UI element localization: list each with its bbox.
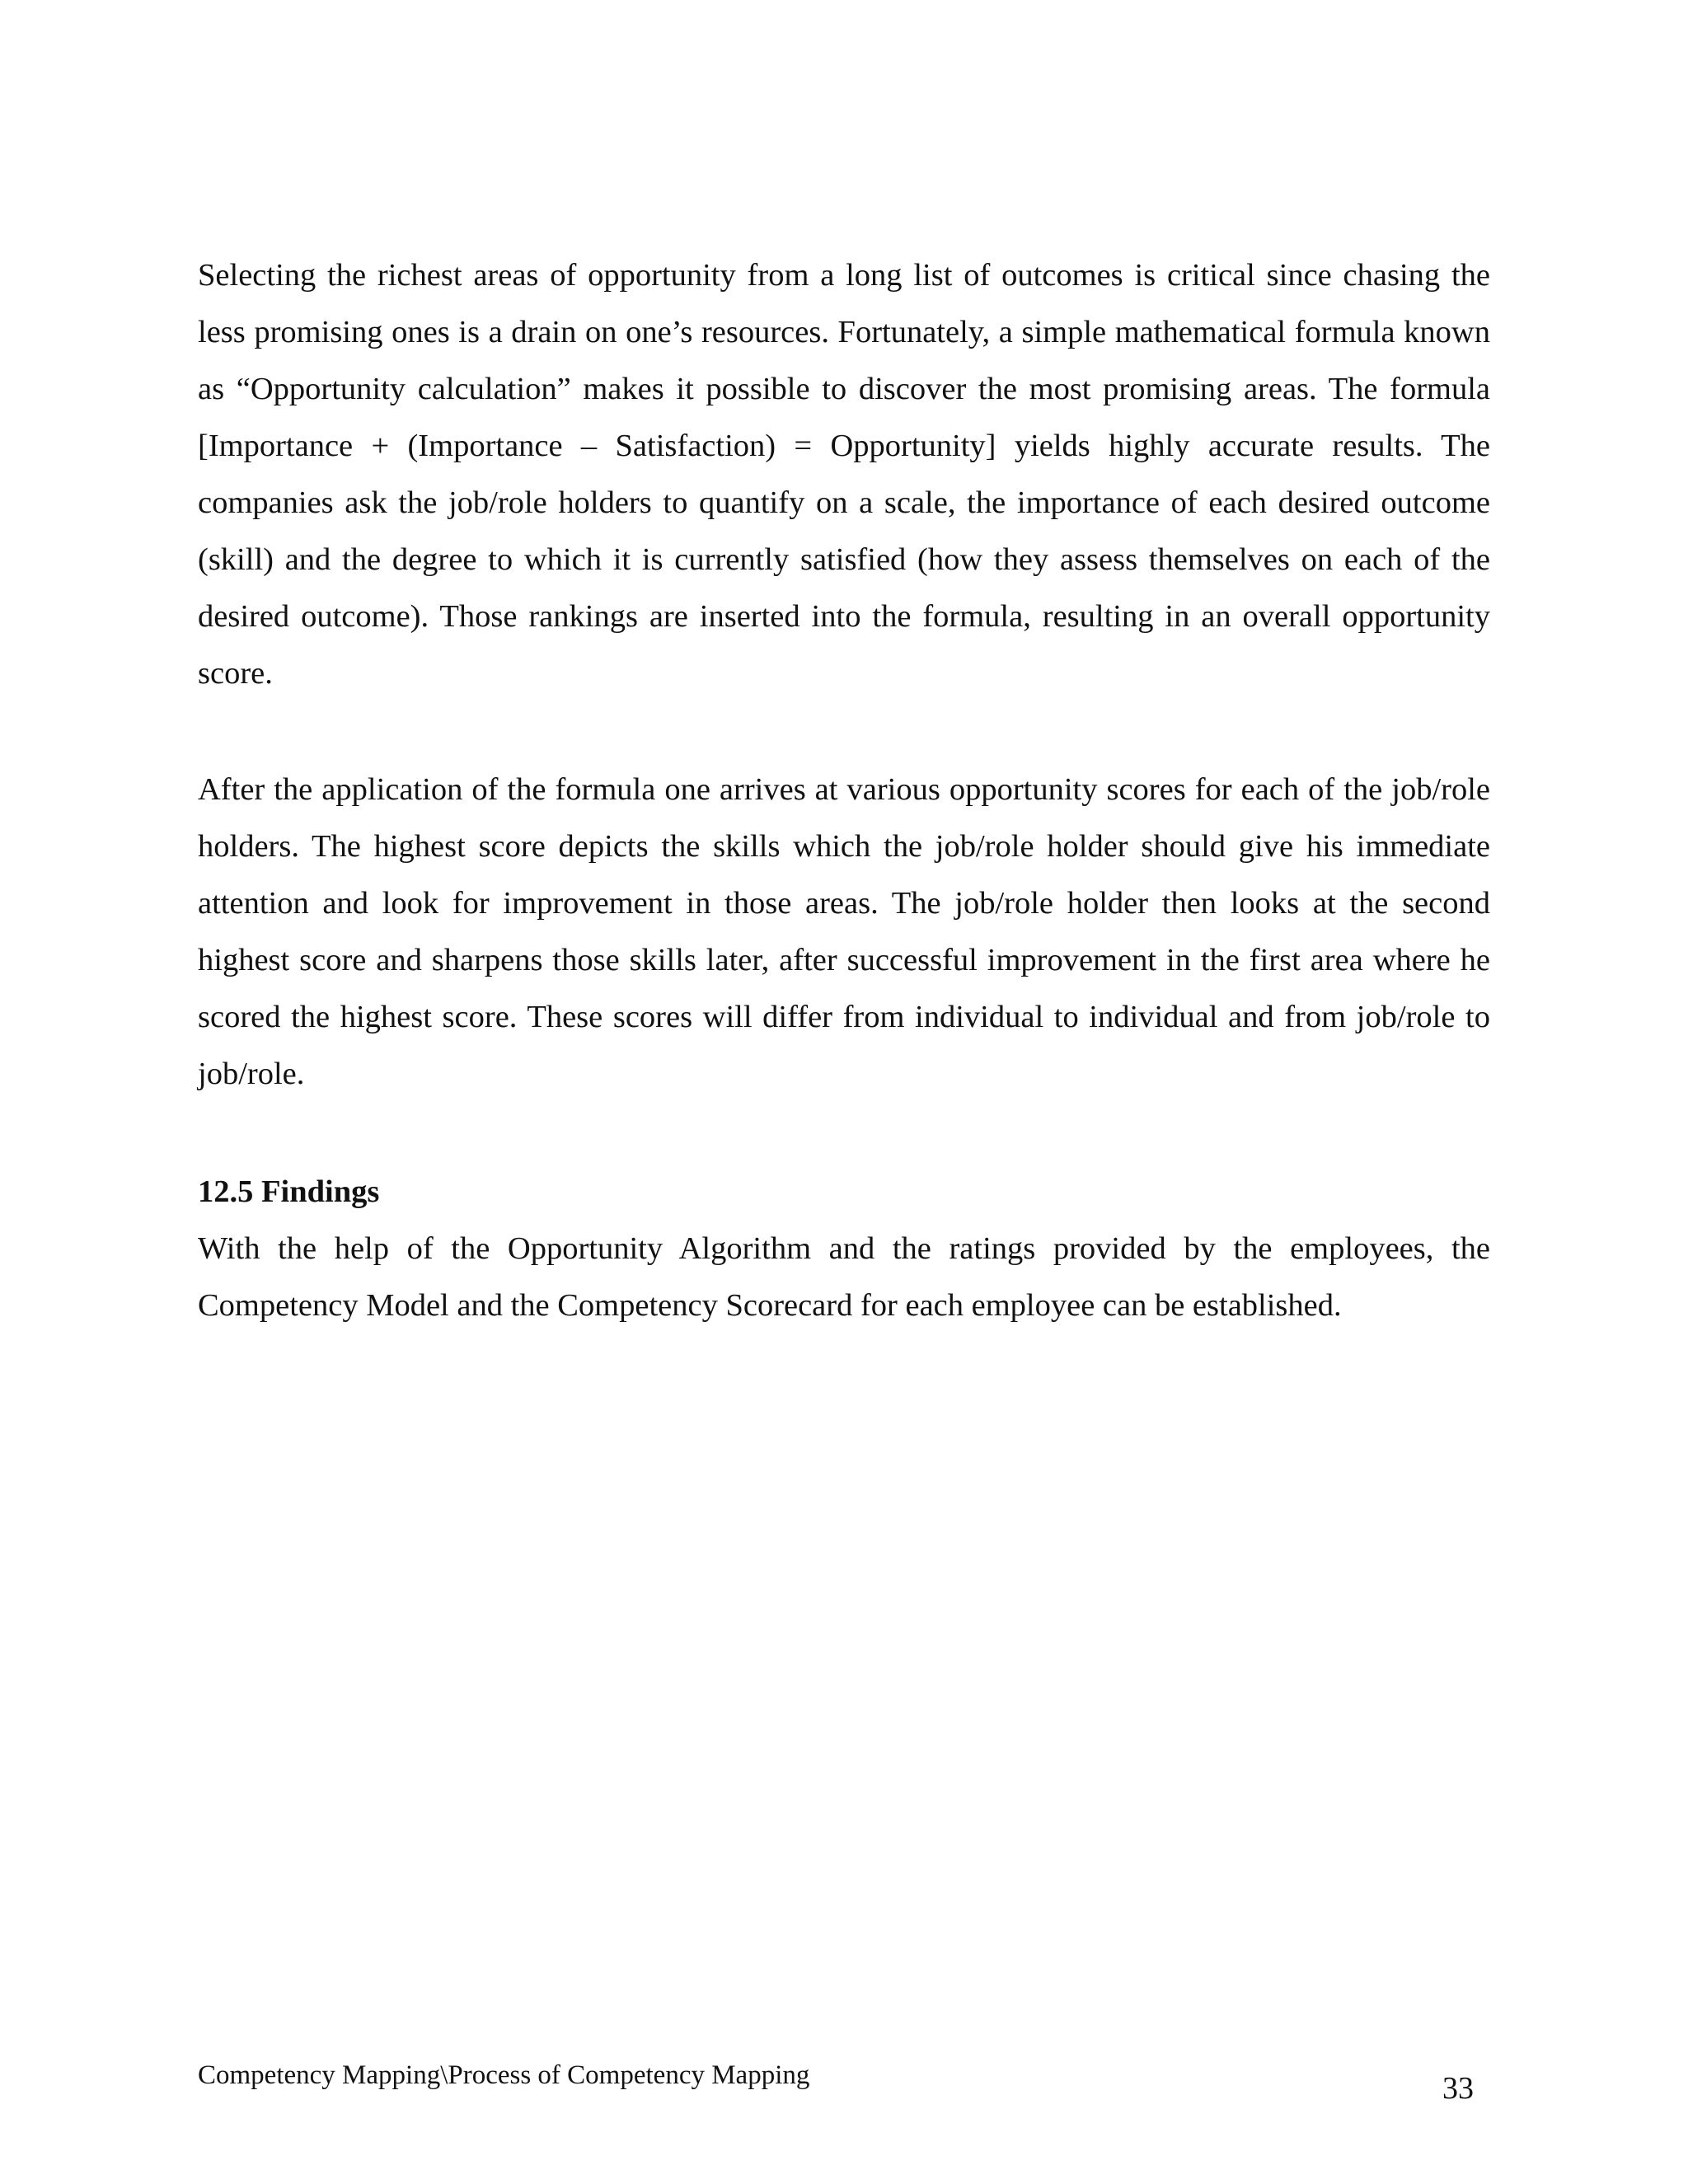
page-number: 33: [1442, 2071, 1474, 2106]
body-paragraph: After the application of the formula one arrives at various opportunity scores for each of the job/role holders. The highest score depicts the skills which the job/role holder should give his immediate attention and look for improvement in those areas. The job/role holder then looks at the second highest score and sharpens those skills later, after successful improvement in the first area where he scored the highest score. These scores will differ from individual to individual and from job/role to job/role.: [198, 772, 1490, 1091]
body-paragraph: Selecting the richest areas of opportunity from a long list of outcomes is critical since chasing the less promising ones is a drain on one’s resources. Fortunately, a simple mathematical formula known as “Opportunity calculation” makes it possible to discover the most promising areas. The formula [Importance + (Importance – Satisfaction) = Opportunity] yields highly accurate results. The companies ask the job/role holders to quantify on a scale, the importance of each desired outcome (skill) and the degree to which it is currently satisfied (how they assess themselves on each of the desired outcome). Those rankings are inserted into the formula, resulting in an overall opportunity score.: [198, 258, 1490, 691]
footer-text: Competency Mapping\Process of Competency Mapping: [198, 2060, 810, 2090]
section-heading: 12.5 Findings: [198, 1174, 380, 1209]
findings-paragraph: With the help of the Opportunity Algorithm and the ratings provided by the employees, the Competency Model and the Competency Scorecard for each employee can be established.: [198, 1231, 1490, 1323]
